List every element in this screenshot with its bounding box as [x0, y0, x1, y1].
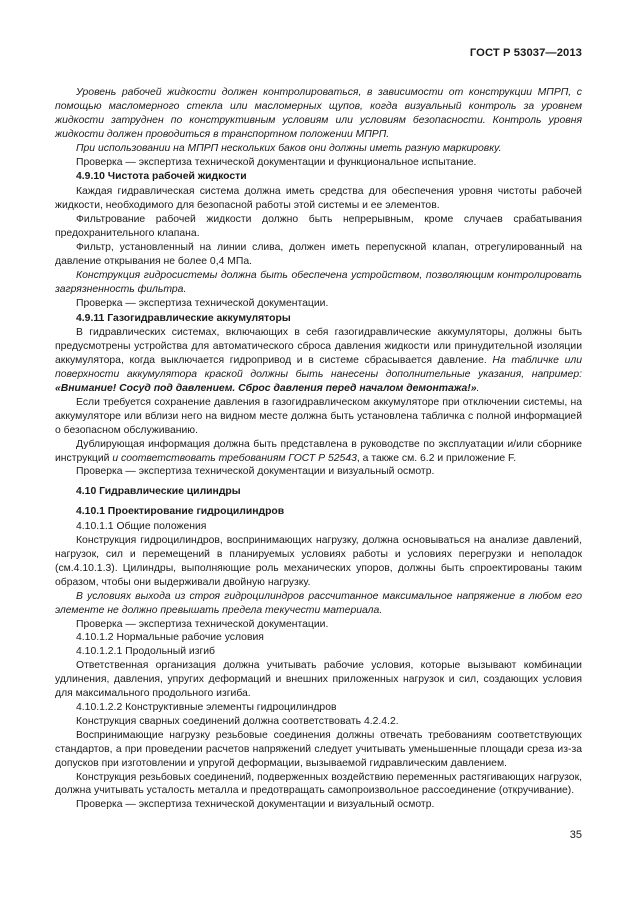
- paragraph: [55, 297, 582, 311]
- text-run: 4.9.10 Чистота рабочей жидкости: [76, 171, 247, 183]
- paragraph: [55, 156, 582, 170]
- paragraph: [55, 520, 582, 534]
- section-heading: [55, 312, 582, 326]
- text-run: 4.10 Гидравлические цилиндры: [76, 486, 241, 498]
- text-run: .: [476, 383, 480, 395]
- paragraph: [55, 241, 582, 269]
- text-run: Проверка — экспертиза технической документации и функциональное испытание.: [76, 156, 477, 168]
- text-run: Воспринимающие нагрузку резьбовые соединения должны отвечать требованиям соответствующих стандартов, а при проведении расчетов напряжений следует учитывать уменьшенные площади среза из-за допусков при изготовлении и упругой деформации, вызываемой гидравлическим давлением.: [55, 729, 582, 769]
- paragraph: [55, 798, 582, 812]
- paragraph: [55, 185, 582, 213]
- paragraph: [55, 715, 582, 729]
- paragraph: [55, 465, 582, 479]
- text-run: Уровень рабочей жидкости должен контролироваться, в зависимости от конструкции МПРП, с помощью масломерного стекла или масломерных щупов, когда визуальный контроль за уровнем жидкости затруднен по конструктивным условиям или условиям безопасности. Контроль уровня жидкости должен проводиться в транспортном положении МПРП.: [55, 87, 582, 140]
- text-run: , а также см. 6.2 и приложение F.: [356, 452, 517, 464]
- text-run: Каждая гидравлическая система должна иметь средства для обеспечения уровня чистоты рабочей жидкости, необходимого для безопасной работы этой системы и ее элементов.: [55, 186, 582, 212]
- text-run: Конструкция сварных соединений должна соответствовать 4.2.4.2.: [76, 715, 399, 727]
- text-run: 4.9.11 Газогидравлические аккумуляторы: [76, 312, 291, 324]
- paragraph: [55, 618, 582, 632]
- text-run: Проверка — экспертиза технической документации.: [76, 297, 329, 309]
- text-run: Проверка — экспертиза технической документации.: [76, 618, 329, 630]
- text-run: 4.10.1.2.1 Продольный изгиб: [76, 646, 216, 658]
- paragraph: [55, 534, 582, 590]
- paragraph: [55, 645, 582, 659]
- text-run: При использовании на МПРП нескольких баков они должны иметь разную маркировку.: [76, 142, 502, 154]
- text-run: Конструкция гидроцилиндров, воспринимающих нагрузку, должна основываться на анализе давлений, нагрузок, сил и перемещений в планируемых условиях работы и условиях перегрузки и неполадок (см.4.10.1.3). Цилиндры, выполняющие роль механических упоров, должны быть спроектированы таким образом, чтобы они выдерживали двойную нагрузку.: [55, 535, 582, 588]
- paragraph: [55, 659, 582, 701]
- paragraph: [55, 396, 582, 438]
- paragraph: [55, 590, 582, 618]
- text-run: Проверка — экспертиза технической документации и визуальный осмотр.: [76, 799, 435, 811]
- text-run: Проверка — экспертиза технической документации и визуальный осмотр.: [76, 466, 435, 478]
- document-code-header: ГОСТ Р 53037—2013: [469, 47, 582, 59]
- section-heading: [55, 170, 582, 184]
- page-number: 35: [569, 829, 582, 841]
- text-run: На табличке или поверхности аккумулятора краской должны быть нанесены дополнительные указания, например:: [55, 355, 582, 381]
- text-run: Фильтр, установленный на линии слива, должен иметь перепускной клапан, отрегулированный на давление открывания не более 0,4 МПа.: [55, 241, 582, 267]
- text-run: Ответственная организация должна учитывать рабочие условия, которые вызывают комбинации удлинения, давления, упругих деформаций и внешних приложенных нагрузок и сил, создающих условия для максимального продольного изгиба.: [55, 660, 582, 700]
- paragraph: [55, 269, 582, 297]
- text-run: Фильтрование рабочей жидкости должно быть непрерывным, кроме случаев срабатывания предохранительного клапана.: [55, 214, 582, 240]
- text-run: «Внимание! Сосуд под давлением. Сброс давления перед началом демонтажа!»: [55, 383, 477, 395]
- document-body: [55, 86, 582, 812]
- paragraph: [55, 86, 582, 142]
- text-run: 4.10.1.1 Общие положения: [76, 521, 207, 533]
- section-heading: [55, 485, 582, 499]
- text-run: Если требуется сохранение давления в газогидравлическом аккумуляторе при отключении системы, на аккумуляторе или вблизи него на видном месте должна быть установлена табличка с полной информацией о безопасном обслуживанию.: [55, 396, 582, 436]
- paragraph: [55, 729, 582, 771]
- paragraph: [55, 213, 582, 241]
- text-run: Дублирующая информация должна быть представлена в руководстве по эксплуатации и/или сборнике инструкций: [55, 438, 582, 464]
- paragraph: [55, 771, 582, 799]
- text-run: Конструкция гидросистемы должна быть обеспечена устройством, позволяющим контролировать загрязненность фильтра.: [55, 269, 582, 295]
- text-run: 4.10.1.2.2 Конструктивные элементы гидроцилиндров: [76, 701, 337, 713]
- paragraph: [55, 438, 582, 466]
- text-run: В условиях выхода из строя гидроцилиндров рассчитанное максимальное напряжение в любом его элементе не должно превышать предела текучести материала.: [55, 590, 582, 616]
- text-run: 4.10.1 Проектирование гидроцилиндров: [76, 506, 285, 518]
- paragraph: [55, 701, 582, 715]
- paragraph: [55, 631, 582, 645]
- paragraph: [55, 142, 582, 156]
- text-run: 4.10.1.2 Нормальные рабочие условия: [76, 632, 264, 644]
- text-run: Конструкция резьбовых соединений, подверженных воздействию переменных растягивающих нагрузок, должна учитывать усталость металла и предотвращать самопроизвольное рассоединение (откручивание).: [55, 771, 582, 797]
- section-heading: [55, 505, 582, 519]
- paragraph: [55, 326, 582, 396]
- text-run: и соответствовать требованиям ГОСТ Р 52543: [112, 452, 357, 464]
- text-run: В гидравлических системах, включающих в себя газогидравлические аккумуляторы, должны быть предусмотрены устройства для автоматического сброса давления жидкости или принудительной изоляции аккумулятора, когда выключается гидропривод и в системе сбрасывается давление.: [55, 327, 582, 367]
